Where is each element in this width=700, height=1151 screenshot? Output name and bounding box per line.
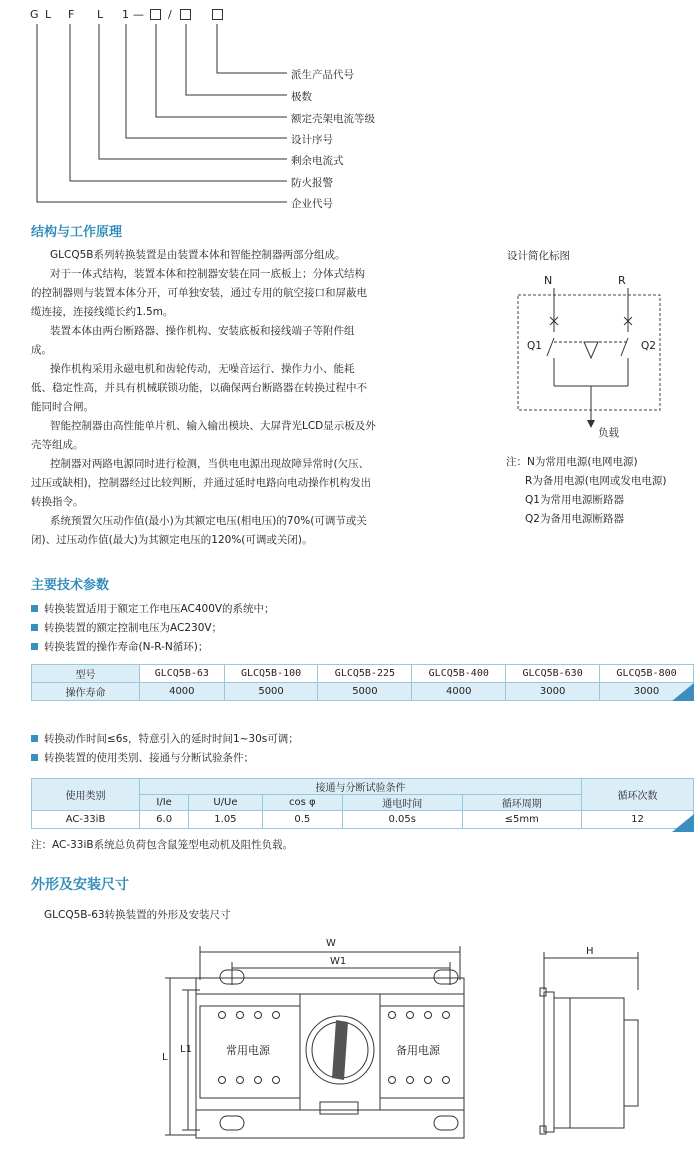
n-label: N: [544, 274, 553, 287]
paragraph-line: 成。: [31, 344, 52, 356]
table-cell: 1.05: [189, 811, 262, 829]
paragraph-line: 壳等组成。: [31, 439, 84, 451]
table-header: 通电时间: [343, 795, 462, 811]
code-lines: [0, 0, 300, 215]
life-table: [31, 664, 694, 701]
table-header: 循环周期: [462, 795, 582, 811]
bullet-item: [31, 639, 208, 654]
paragraph-line: 能同时合闸。: [31, 401, 94, 413]
table-cell: ≤5mm: [462, 811, 582, 829]
r-label: R: [618, 274, 626, 287]
note-line: Q2为备用电源断路器: [525, 513, 624, 525]
bullet-icon: [31, 605, 38, 612]
paragraph-line: 缆连接，连接线缆长约1.5m。: [31, 306, 174, 318]
table-cell: GLCQ5B-225: [318, 665, 412, 683]
dim-w1-label: W1: [330, 956, 347, 967]
bullet-text: 转换动作时间≤6s，特意引入的延时时间1~30s可调；: [44, 733, 299, 745]
code-slash: /: [168, 8, 173, 21]
load-label: 负载: [598, 427, 619, 439]
code-label: 防火报警: [291, 177, 333, 189]
table-header: I/Ie: [140, 795, 189, 811]
switch-handle-icon: [332, 1020, 348, 1080]
section-title: 外形及安装尺寸: [31, 877, 129, 893]
code-label: 剩余电流式: [291, 155, 344, 167]
table-cell: GLCQ5B-63: [140, 665, 225, 683]
paragraph-line: 转换指令。: [31, 496, 84, 508]
drawing-subtitle: GLCQ5B-63转换装置的外形及安装尺寸: [44, 909, 231, 921]
paragraph-line: 操作机构采用永磁电机和齿轮传动，无噪音运行、操作力小、能耗: [50, 363, 355, 375]
bullet-icon: [31, 754, 38, 761]
bullet-icon: [31, 643, 38, 650]
code-letter: F: [68, 8, 76, 21]
corner-mark: [672, 683, 694, 701]
note-line: 注：N为常用电源(电网电源): [506, 456, 638, 468]
code-letter: 1: [122, 8, 130, 21]
bullet-text: 转换装置的额定控制电压为AC230V；: [44, 622, 223, 634]
table-cell: GLCQ5B-800: [600, 665, 694, 683]
table-header: 型号: [32, 665, 140, 683]
bullet-text: 转换装置适用于额定工作电压AC400V的系统中；: [44, 603, 275, 615]
bullet-item: [31, 601, 275, 616]
table-note: 注：AC-33iB系统总负荷包含鼠笼型电动机及阻性负载。: [31, 839, 294, 851]
section-title: 主要技术参数: [31, 578, 110, 593]
table-cell: AC-33iB: [32, 811, 140, 829]
table-cell: 5000: [318, 683, 412, 701]
schematic-diagram: [500, 262, 695, 447]
paragraph-line: 低、稳定性高，并具有机械联锁功能，以确保两台断路器在转换过程中不: [31, 382, 367, 394]
table-header: U/Ue: [189, 795, 262, 811]
table-header: 循环次数: [582, 779, 694, 811]
bullet-item: [31, 620, 222, 635]
table-header: 操作寿命: [32, 683, 140, 701]
table-header: cos φ: [262, 795, 342, 811]
code-label: 派生产品代号: [291, 69, 354, 81]
diagram-title: 设计简化标图: [507, 250, 570, 262]
bullet-text: 转换装置的操作寿命(N-R-N循环)；: [44, 641, 209, 653]
dim-l-label: L: [162, 1052, 168, 1063]
table-header: 使用类别: [32, 779, 140, 811]
table-cell: GLCQ5B-100: [224, 665, 318, 683]
code-label: 额定壳架电流等级: [291, 113, 375, 125]
paragraph-line: 过压或缺相)，控制器经过比较判断，并通过延时电路向电动操作机构发出: [31, 477, 372, 489]
paragraph-line: 智能控制器由高性能单片机、输入输出模块、大屏背光LCD显示板及外: [50, 420, 376, 432]
q2-label: Q2: [641, 340, 656, 352]
corner-mark: [672, 814, 694, 832]
paragraph-line: 系统预置欠压动作值(最小)为其额定电压(相电压)的70%(可调节或关: [50, 515, 367, 527]
paragraph-line: 对于一体式结构，装置本体和控制器安装在同一底板上；分体式结构: [50, 268, 365, 280]
code-letter: L: [45, 8, 53, 21]
code-label: 设计序号: [291, 134, 333, 146]
note-line: Q1为常用电源断路器: [525, 494, 624, 506]
paragraph-line: 的控制器则与装置本体分开，可单独安装，通过专用的航空接口和屏蔽电: [31, 287, 367, 299]
table-cell: 4000: [412, 683, 506, 701]
paragraph-line: GLCQ5B系列转换装置是由装置本体和智能控制器两部分组成。: [50, 249, 346, 261]
side-view-drawing: [530, 940, 660, 1145]
front-view-drawing: [160, 930, 470, 1145]
bullet-icon: [31, 735, 38, 742]
table-cell: 0.05s: [343, 811, 462, 829]
table-cell: 5000: [224, 683, 318, 701]
backup-power-label: 备用电源: [396, 1044, 440, 1057]
test-conditions-table: [31, 778, 694, 829]
table-cell: 3000: [600, 683, 694, 701]
arrow-icon: [587, 420, 595, 428]
note-line: R为备用电源(电网或发电电源): [525, 475, 667, 487]
paragraph-line: 闭)、过压动作值(最大)为其额定电压的120%(可调或关闭)。: [31, 534, 313, 546]
table-cell: 6.0: [140, 811, 189, 829]
code-label: 极数: [291, 91, 312, 103]
table-cell: 4000: [140, 683, 225, 701]
q1-label: Q1: [527, 340, 542, 352]
table-cell: GLCQ5B-630: [506, 665, 600, 683]
table-cell: 12: [582, 811, 694, 829]
bullet-item: [31, 750, 254, 765]
bullet-text: 转换装置的使用类别、接通与分断试验条件；: [44, 752, 254, 764]
table-cell: 3000: [506, 683, 600, 701]
dim-l1-label: L1: [180, 1044, 192, 1055]
bullet-icon: [31, 624, 38, 631]
code-dash: —: [133, 8, 145, 21]
bullet-item: [31, 731, 299, 746]
code-label: 企业代号: [291, 198, 333, 210]
dim-w-label: W: [326, 938, 336, 949]
dim-h-label: H: [586, 946, 594, 957]
table-cell: 0.5: [262, 811, 342, 829]
code-letter: G: [30, 8, 40, 21]
paragraph-line: 控制器对两路电源同时进行检测，当供电电源出现故障异常时(欠压、: [50, 458, 370, 470]
primary-power-label: 常用电源: [226, 1044, 270, 1057]
table-cell: GLCQ5B-400: [412, 665, 506, 683]
table-header: 接通与分断试验条件: [140, 779, 582, 795]
code-letter: L: [97, 8, 105, 21]
section-title: 结构与工作原理: [31, 225, 123, 240]
paragraph-line: 装置本体由两台断路器、操作机构、安装底板和接线端子等附件组: [50, 325, 355, 337]
